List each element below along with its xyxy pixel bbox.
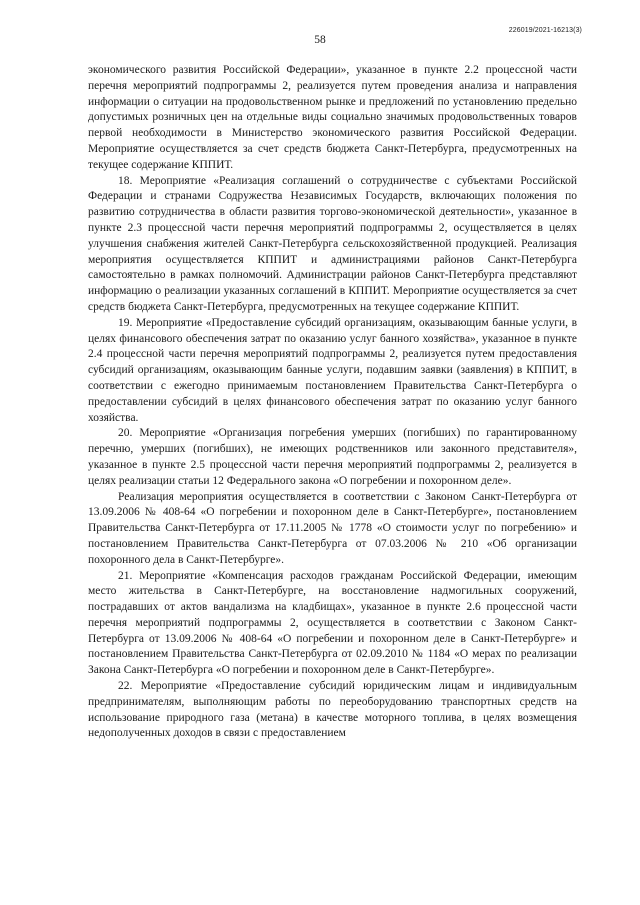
document-code: 226019/2021-16213(3) bbox=[508, 27, 582, 34]
document-body bbox=[88, 63, 577, 742]
paragraph-item-21: 21. Мероприятие «Компенсация расходов гражданам Российской Федерации, имеющим место жительства в Санкт-Петербурге, на восстановление надмогильных сооружений, пострадавших от актов вандализма на кладбищах», указанное в пункте 2.6 процессной части перечня мероприятий подпрограммы 2, осуществляется в соответствии с Законом Санкт-Петербурга от 13.09.2006 № 408-64 «О погребении и похоронном деле в Санкт-Петербурге» и постановлением Правительства Санкт-Петербурга от 02.09.2010 № 1184 «О мерах по реализации Закона Санкт-Петербурга «О погребении и похоронном деле в Санкт-Петербурге». bbox=[88, 569, 577, 677]
paragraph-item-18: 18. Мероприятие «Реализация соглашений о сотрудничестве с субъектами Российской Федерации и странами Содружества Независимых Государств, включающих положения по развитию сотрудничества в области развития торгово-экономической деятельности», указанное в пункте 2.3 процессной части перечня мероприятий подпрограммы 2, осуществляется в целях улучшения снабжения жителей Санкт-Петербурга сельскохозяйственной продукцией. Реализация мероприятия осуществляется КППИТ и администрациями районов Санкт-Петербурга самостоятельно в рамках полномочий. Администрации районов Санкт-Петербурга представляют информацию о реализации указанных соглашений в КППИТ. Мероприятие осуществляется за счет средств бюджета Санкт-Петербурга, предусмотренных на текущее содержание КППИТ. bbox=[88, 174, 577, 313]
paragraph-continuation: экономического развития Российской Федерации», указанное в пункте 2.2 процессной части перечня мероприятий подпрограммы 2, реализуется путем проведения анализа и направления информации о ситуации на продовольственном рынке и предложений по установлению предельно допустимых розничных цен на отдельные виды социально значимых продовольственных товаров первой необходимости в Министерство экономического развития Российской Федерации. Мероприятие осуществляется за счет средств бюджета Санкт-Петербурга, предусмотренных на текущее содержание КППИТ. bbox=[88, 64, 577, 171]
paragraph-item-22: 22. Мероприятие «Предоставление субсидий юридическим лицам и индивидуальным предпринимателям, выполняющим работы по переоборудованию транспортных средств на использование природного газа (метана) в качестве моторного топлива, в целях возмещения недополученных доходов в связи с предоставлением bbox=[88, 680, 577, 740]
page-number: 58 bbox=[314, 34, 326, 46]
paragraph-item-19: 19. Мероприятие «Предоставление субсидий организациям, оказывающим банные услуги, в целях финансового обеспечения затрат по оказанию услуг банного хозяйства», указанное в пункте 2.4 процессной части перечня мероприятий подпрограммы 2, реализуется путем предоставления субсидий организациям, оказывающим банные услуги, подавшим заявки (заявления) в КППИТ, в соответствии с ежегодно принимаемым постановлением Правительства Санкт-Петербурга о предоставлении субсидий в целях финансового обеспечения затрат по оказанию услуг банного хозяйства. bbox=[88, 316, 577, 424]
paragraph-item-20-implementation: Реализация мероприятия осуществляется в соответствии с Законом Санкт-Петербурга от 13.09.2006 № 408-64 «О погребении и похоронном деле в Санкт-Петербурге», постановлением Правительства Санкт-Петербурга от 17.11.2005 № 1778 «О стоимости услуг по погребению» и постановлением Правительства Санкт-Петербурга от 07.03.2006 № 210 «Об организации похоронного дела в Санкт-Петербурге». bbox=[88, 490, 577, 566]
paragraph-item-20: 20. Мероприятие «Организация погребения умерших (погибших) по гарантированному перечню, умерших (погибших), не имеющих родственников или законного представителя», указанное в пункте 2.5 процессной части перечня мероприятий подпрограммы 2, реализуется в целях реализации статьи 12 Федерального закона «О погребении и похоронном деле». bbox=[88, 427, 577, 487]
